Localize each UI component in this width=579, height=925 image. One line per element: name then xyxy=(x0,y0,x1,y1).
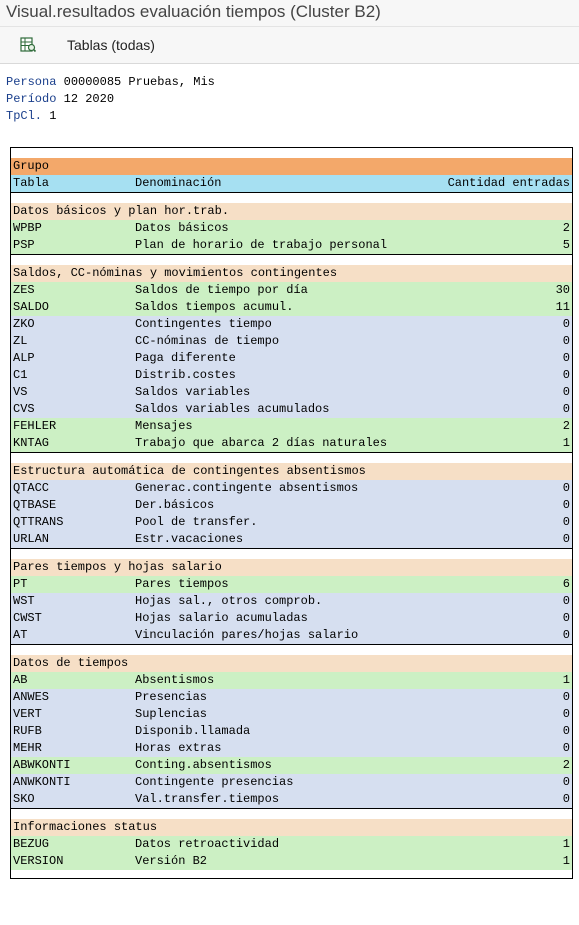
table-name[interactable]: FEHLER xyxy=(13,419,57,433)
table-name[interactable]: ZES xyxy=(13,283,35,297)
table-description: Suplencias xyxy=(135,707,208,721)
table-description: Paga diferente xyxy=(135,351,236,365)
entry-count: 0 xyxy=(562,792,570,806)
table-description: Contingente presencias xyxy=(135,775,294,789)
table-name[interactable]: MEHR xyxy=(13,741,42,755)
table-name[interactable]: ABWKONTI xyxy=(13,758,71,772)
table-description: Generac.contingente absentismos xyxy=(135,481,359,495)
entry-count: 11 xyxy=(555,300,570,314)
table-description: Estr.vacaciones xyxy=(135,532,244,546)
section-title: Informaciones status xyxy=(13,820,158,834)
column-header-cantidad: Cantidad entradas xyxy=(447,176,570,190)
header-key: Persona xyxy=(6,75,57,89)
table-description: Der.básicos xyxy=(135,498,215,512)
table-description: Contingentes tiempo xyxy=(135,317,272,331)
table-row[interactable] xyxy=(11,757,572,774)
toolbar xyxy=(0,27,579,64)
table-row[interactable] xyxy=(11,418,572,435)
section-title: Estructura automática de contingentes absentismos xyxy=(13,464,366,478)
entry-count: 2 xyxy=(562,419,570,433)
entry-count: 0 xyxy=(562,741,570,755)
tables-all-button[interactable]: Tablas (todas) xyxy=(67,37,155,53)
table-description: Hojas salario acumuladas xyxy=(135,611,308,625)
section-header xyxy=(11,559,572,576)
entry-count: 0 xyxy=(562,351,570,365)
table-name[interactable]: URLAN xyxy=(13,532,50,546)
entry-count: 0 xyxy=(562,317,570,331)
table-row[interactable] xyxy=(11,367,572,384)
table-row[interactable] xyxy=(11,384,572,401)
table-name[interactable]: VS xyxy=(13,385,28,399)
table-name[interactable]: QTTRANS xyxy=(13,515,64,529)
entry-count: 0 xyxy=(562,498,570,512)
table-name[interactable]: ANWES xyxy=(13,690,50,704)
table-description: Saldos tiempos acumul. xyxy=(135,300,294,314)
table-name[interactable]: AT xyxy=(13,628,28,642)
table-row[interactable] xyxy=(11,689,572,706)
table-name[interactable]: CWST xyxy=(13,611,42,625)
entry-count: 0 xyxy=(562,724,570,738)
table-row[interactable] xyxy=(11,237,572,254)
group-header-row xyxy=(11,158,572,175)
entry-count: 0 xyxy=(562,334,570,348)
group-header-label: Grupo xyxy=(13,159,50,173)
table-description: Datos básicos xyxy=(135,221,229,235)
table-description: CC-nóminas de tiempo xyxy=(135,334,280,348)
section-header xyxy=(11,463,572,480)
table-name[interactable]: SKO xyxy=(13,792,35,806)
table-row[interactable] xyxy=(11,610,572,627)
header-info xyxy=(6,74,579,125)
table-description: Versión B2 xyxy=(135,854,208,868)
table-name[interactable]: QTACC xyxy=(13,481,50,495)
header-value: 00000085 Pruebas, Mis xyxy=(56,75,215,89)
table-view-icon[interactable] xyxy=(19,36,37,54)
table-description: Saldos de tiempo por día xyxy=(135,283,308,297)
header-value: 12 2020 xyxy=(56,92,115,106)
section-separator xyxy=(11,254,572,265)
header-line xyxy=(6,74,579,91)
table-name[interactable]: SALDO xyxy=(13,300,50,314)
entry-count: 0 xyxy=(562,611,570,625)
table-name[interactable]: ZL xyxy=(13,334,28,348)
table-description: Vinculación pares/hojas salario xyxy=(135,628,359,642)
table-name[interactable]: WPBP xyxy=(13,221,42,235)
table-row[interactable] xyxy=(11,282,572,299)
section-header xyxy=(11,265,572,282)
entry-count: 0 xyxy=(562,368,570,382)
entry-count: 1 xyxy=(562,837,570,851)
table-name[interactable]: ZKO xyxy=(13,317,35,331)
column-header-table: Tabla xyxy=(13,176,50,190)
entry-count: 0 xyxy=(562,515,570,529)
entry-count: 0 xyxy=(562,775,570,789)
section-title: Pares tiempos y hojas salario xyxy=(13,560,222,574)
table-description: Hojas sal., otros comprob. xyxy=(135,594,323,608)
section-separator xyxy=(11,644,572,655)
cluster-report xyxy=(10,147,573,879)
table-description: Absentismos xyxy=(135,673,215,687)
entry-count: 0 xyxy=(562,707,570,721)
table-description: Mensajes xyxy=(135,419,193,433)
table-description: Pool de transfer. xyxy=(135,515,258,529)
table-row[interactable] xyxy=(11,740,572,757)
section-header xyxy=(11,655,572,672)
entry-count: 2 xyxy=(562,758,570,772)
entry-count: 0 xyxy=(562,385,570,399)
table-row[interactable] xyxy=(11,593,572,610)
table-description: Conting.absentismos xyxy=(135,758,272,772)
entry-count: 1 xyxy=(562,673,570,687)
table-name[interactable]: QTBASE xyxy=(13,498,57,512)
table-name[interactable]: VERT xyxy=(13,707,42,721)
table-description: Saldos variables xyxy=(135,385,251,399)
table-row[interactable] xyxy=(11,350,572,367)
section-title: Saldos, CC-nóminas y movimientos contingentes xyxy=(13,266,338,280)
table-description: Val.transfer.tiempos xyxy=(135,792,280,806)
entry-count: 6 xyxy=(562,577,570,591)
entry-count: 0 xyxy=(562,532,570,546)
entry-count: 1 xyxy=(562,436,570,450)
table-row[interactable] xyxy=(11,627,572,644)
table-description: Horas extras xyxy=(135,741,222,755)
table-row[interactable] xyxy=(11,299,572,316)
header-line xyxy=(6,91,579,108)
table-row[interactable] xyxy=(11,514,572,531)
table-name[interactable]: ALP xyxy=(13,351,35,365)
table-name[interactable]: VERSION xyxy=(13,854,64,868)
header-key: Período xyxy=(6,92,57,106)
table-name[interactable]: PSP xyxy=(13,238,35,252)
table-row[interactable] xyxy=(11,497,572,514)
section-header xyxy=(11,819,572,836)
section-title: Datos de tiempos xyxy=(13,656,129,670)
entry-count: 2 xyxy=(562,221,570,235)
table-description: Trabajo que abarca 2 días naturales xyxy=(135,436,388,450)
header-value: 1 xyxy=(42,109,57,123)
table-description: Saldos variables acumulados xyxy=(135,402,330,416)
section-title: Datos básicos y plan hor.trab. xyxy=(13,204,230,218)
table-row[interactable] xyxy=(11,333,572,350)
column-header-denominacion: Denominación xyxy=(135,176,222,190)
section-separator xyxy=(11,193,572,203)
table-name[interactable]: KNTAG xyxy=(13,436,50,450)
entry-count: 0 xyxy=(562,628,570,642)
entry-count: 0 xyxy=(562,481,570,495)
report-end-spacer xyxy=(11,870,572,878)
column-header-row xyxy=(11,175,572,193)
table-row[interactable] xyxy=(11,672,572,689)
section-header xyxy=(11,203,572,220)
entry-count: 0 xyxy=(562,690,570,704)
table-row[interactable] xyxy=(11,401,572,418)
table-name[interactable]: ANWKONTI xyxy=(13,775,71,789)
section-separator xyxy=(11,452,572,463)
table-row[interactable] xyxy=(11,791,572,808)
entry-count: 5 xyxy=(562,238,570,252)
table-name[interactable]: C1 xyxy=(13,368,28,382)
table-row[interactable] xyxy=(11,853,572,870)
table-row[interactable] xyxy=(11,435,572,452)
window-title: Visual.resultados evaluación tiempos (Cluster B2) xyxy=(0,0,579,27)
table-row[interactable] xyxy=(11,706,572,723)
header-key: TpCl. xyxy=(6,109,43,123)
table-description: Distrib.costes xyxy=(135,368,236,382)
entry-count: 0 xyxy=(562,594,570,608)
table-row[interactable] xyxy=(11,220,572,237)
table-row[interactable] xyxy=(11,480,572,497)
table-row[interactable] xyxy=(11,316,572,333)
table-name[interactable]: AB xyxy=(13,673,28,687)
entry-count: 0 xyxy=(562,402,570,416)
table-name[interactable]: CVS xyxy=(13,402,35,416)
section-separator xyxy=(11,548,572,559)
table-name[interactable]: RUFB xyxy=(13,724,42,738)
table-name[interactable]: BEZUG xyxy=(13,837,50,851)
table-description: Pares tiempos xyxy=(135,577,229,591)
table-row[interactable] xyxy=(11,531,572,548)
table-name[interactable]: WST xyxy=(13,594,35,608)
header-line xyxy=(6,108,579,125)
table-description: Disponib.llamada xyxy=(135,724,251,738)
entry-count: 30 xyxy=(555,283,570,297)
table-description: Datos retroactividad xyxy=(135,837,280,851)
table-row[interactable] xyxy=(11,723,572,740)
table-description: Presencias xyxy=(135,690,208,704)
table-description: Plan de horario de trabajo personal xyxy=(135,238,388,252)
table-row[interactable] xyxy=(11,576,572,593)
entry-count: 1 xyxy=(562,854,570,868)
section-separator xyxy=(11,808,572,819)
table-name[interactable]: PT xyxy=(13,577,28,591)
table-row[interactable] xyxy=(11,774,572,791)
table-row[interactable] xyxy=(11,836,572,853)
